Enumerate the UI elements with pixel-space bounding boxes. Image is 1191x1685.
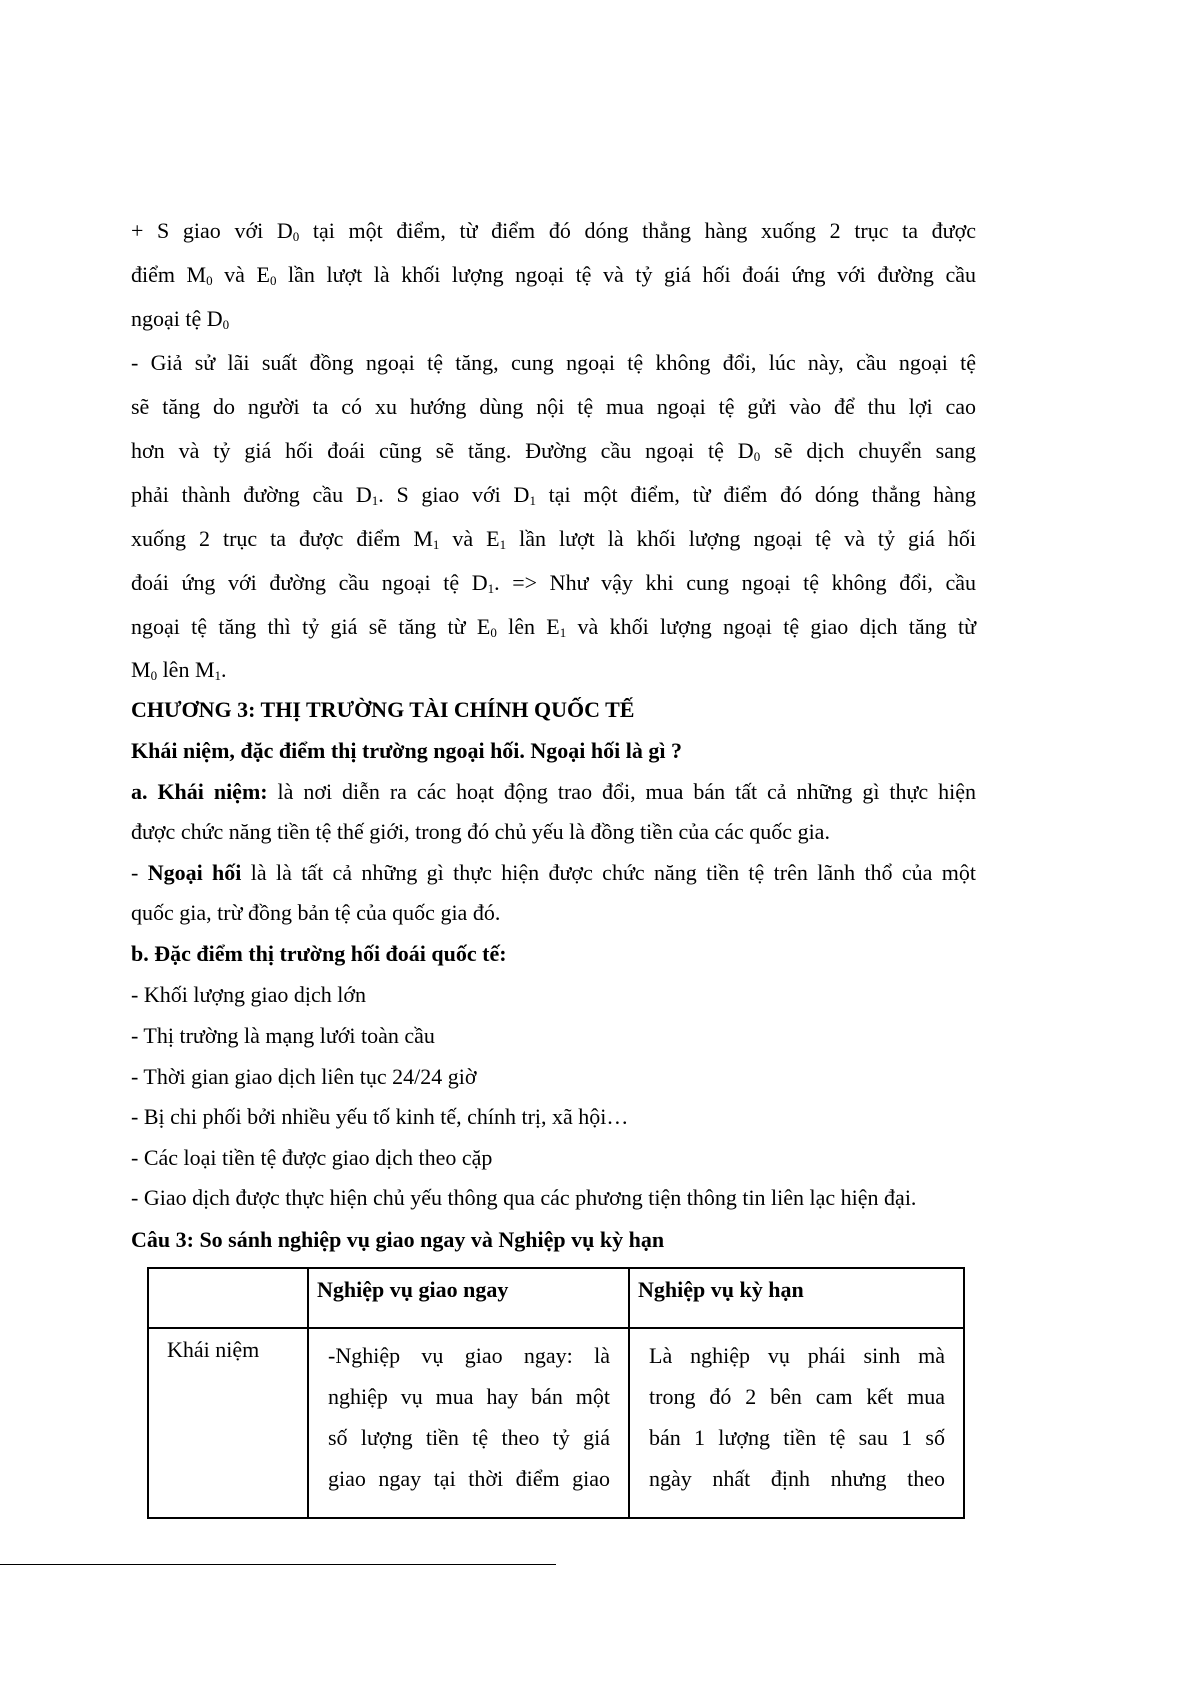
cell-text-line: số lượng tiền tệ theo tỷ giá (328, 1425, 610, 1450)
table-cell (629, 1328, 964, 1518)
text-line (131, 304, 976, 334)
text-line (131, 480, 976, 510)
text-run: được chức năng tiền tệ thế giới, trong đó chủ yếu là đồng tiền của các quốc gia. (131, 819, 830, 844)
cell-text-line: Là nghiệp vụ phái sinh mà (649, 1343, 945, 1368)
text-run: ngoại tệ D (131, 306, 223, 331)
table-header-cell (148, 1268, 308, 1328)
text-line (131, 1021, 976, 1051)
text-run: lên M (157, 657, 215, 682)
table-cell (308, 1328, 629, 1518)
text-run: . => Như vậy khi cung ngoại tệ không đổi, cầu (494, 570, 976, 595)
subscript: 0 (753, 449, 761, 464)
text-line (131, 655, 976, 685)
text-run: - Các loại tiền tệ được giao dịch theo cặp (131, 1145, 493, 1170)
text-run: CHƯƠNG 3: THỊ TRƯỜNG TÀI CHÍNH QUỐC TẾ (131, 697, 635, 722)
subscript: 0 (292, 229, 300, 244)
text-run: lên E (496, 614, 560, 639)
table-header-cell (308, 1268, 629, 1328)
text-run: đoái ứng với đường cầu ngoại tệ D (131, 570, 488, 595)
text-run: xuống 2 trục ta được điểm M (131, 526, 433, 551)
section-heading (131, 736, 976, 766)
text-run: - Bị chi phối bởi nhiều yếu tố kinh tế, chính trị, xã hội… (131, 1104, 629, 1129)
text-run: quốc gia, trừ đồng bản tệ của quốc gia đó. (131, 900, 501, 925)
text-line (131, 568, 976, 598)
text-run: lần lượt là khối lượng ngoại tệ và tỷ giá hối (506, 526, 977, 551)
text-run: là nơi diễn ra các hoạt động trao đổi, mua bán tất cả những gì thực hiện (267, 779, 976, 804)
text-run: - Giao dịch được thực hiện chủ yếu thông qua các phương tiện thông tin liên lạc hiện đại. (131, 1185, 917, 1210)
text-line (131, 858, 976, 888)
subscript: 1 (487, 581, 495, 596)
subscript: 1 (214, 668, 222, 683)
text-run: và E (212, 262, 270, 287)
text-run: là là tất cả những gì thực hiện được chức năng tiền tệ trên lãnh thổ của một (241, 860, 977, 885)
section-heading (131, 939, 976, 969)
text-run: Câu 3: So sánh nghiệp vụ giao ngay và Nghiệp vụ kỳ hạn (131, 1227, 665, 1252)
text-run: . S giao với D (378, 482, 530, 507)
text-run: hơn và tỷ giá hối đoái cũng sẽ tăng. Đường cầu ngoại tệ D (131, 438, 754, 463)
text-run: - Thị trường là mạng lưới toàn cầu (131, 1023, 435, 1048)
text-line (131, 817, 976, 847)
subscript: 0 (150, 668, 158, 683)
cell-text-line: bán 1 lượng tiền tệ sau 1 số (649, 1425, 945, 1450)
cell-text-line: trong đó 2 bên cam kết mua (649, 1384, 945, 1409)
comparison-table (147, 1267, 965, 1519)
subscript: 1 (559, 625, 567, 640)
text-line (131, 216, 976, 246)
subscript: 0 (206, 273, 213, 288)
cell-text-line: -Nghiệp vụ giao ngay: là (328, 1343, 610, 1368)
text-run: - Khối lượng giao dịch lớn (131, 982, 366, 1007)
text-line (131, 612, 976, 642)
footnote-separator (0, 1564, 556, 1565)
cell-text-line: ngày nhất định nhưng theo (649, 1466, 945, 1491)
subscript: 1 (499, 537, 507, 552)
text-run: lần lượt là khối lượng ngoại tệ và tỷ giá hối đoái ứng với đường cầu (276, 262, 976, 287)
text-run: ngoại tệ tăng thì tỷ giá sẽ tăng từ E (131, 614, 491, 639)
text-run: sẽ dịch chuyển sang (760, 438, 977, 463)
subscript: 0 (222, 317, 230, 332)
text-run: và khối lượng ngoại tệ giao dịch tăng từ (566, 614, 976, 639)
text-run: Ngoại hối (147, 860, 242, 885)
header-spot: Nghiệp vụ giao ngay (317, 1277, 509, 1302)
section-heading (131, 1225, 976, 1255)
text-run: và E (439, 526, 500, 551)
cell-text-line: nghiệp vụ mua hay bán một (328, 1384, 610, 1409)
text-run: . (221, 657, 227, 682)
text-line (131, 348, 976, 378)
text-run: điểm M (131, 262, 207, 287)
text-line (131, 1183, 976, 1213)
text-line (131, 980, 976, 1010)
header-empty (149, 1269, 307, 1277)
text-line (131, 260, 976, 290)
chapter-heading (131, 695, 976, 725)
text-line (131, 1062, 976, 1092)
subscript: 0 (269, 273, 277, 288)
table-header-row (148, 1268, 964, 1328)
text-run: - Giả sử lãi suất đồng ngoại tệ tăng, cung ngoại tệ không đổi, lúc này, cầu ngoại tệ (131, 350, 976, 375)
text-run: sẽ tăng do người ta có xu hướng dùng nội tệ mua ngoại tệ gửi vào để thu lợi cao (131, 394, 976, 419)
subscript: 1 (432, 537, 440, 552)
subscript: 1 (371, 493, 379, 508)
text-line (131, 1143, 976, 1173)
row-label-cell (148, 1328, 308, 1518)
subscript: 1 (529, 493, 536, 508)
text-run: tại một điểm, từ điểm đó dóng thẳng hàng (535, 482, 976, 507)
text-run: phải thành đường cầu D (131, 482, 372, 507)
text-line (131, 777, 976, 807)
header-forward: Nghiệp vụ kỳ hạn (638, 1277, 804, 1302)
text-run: Khái niệm, đặc điểm thị trường ngoại hối. Ngoại hối là gì ? (131, 738, 682, 763)
text-run: a. Khái niệm: (131, 779, 268, 804)
text-line (131, 524, 976, 554)
text-line (131, 1102, 976, 1132)
text-run: M (131, 657, 151, 682)
cell-text-line: giao ngay tại thời điểm giao (328, 1466, 610, 1491)
table-header-cell (629, 1268, 964, 1328)
row-label: Khái niệm (167, 1337, 260, 1362)
text-line (131, 392, 976, 422)
text-run: b. Đặc điểm thị trường hối đoái quốc tế: (131, 941, 507, 966)
subscript: 0 (490, 625, 497, 640)
text-line (131, 436, 976, 466)
text-run: + S giao với D (131, 218, 293, 243)
table-row (148, 1328, 964, 1518)
text-run: - Thời gian giao dịch liên tục 24/24 giờ (131, 1064, 477, 1089)
text-run: - (131, 860, 148, 885)
text-run: tại một điểm, từ điểm đó dóng thẳng hàng xuống 2 trục ta được (299, 218, 976, 243)
text-line (131, 898, 976, 928)
